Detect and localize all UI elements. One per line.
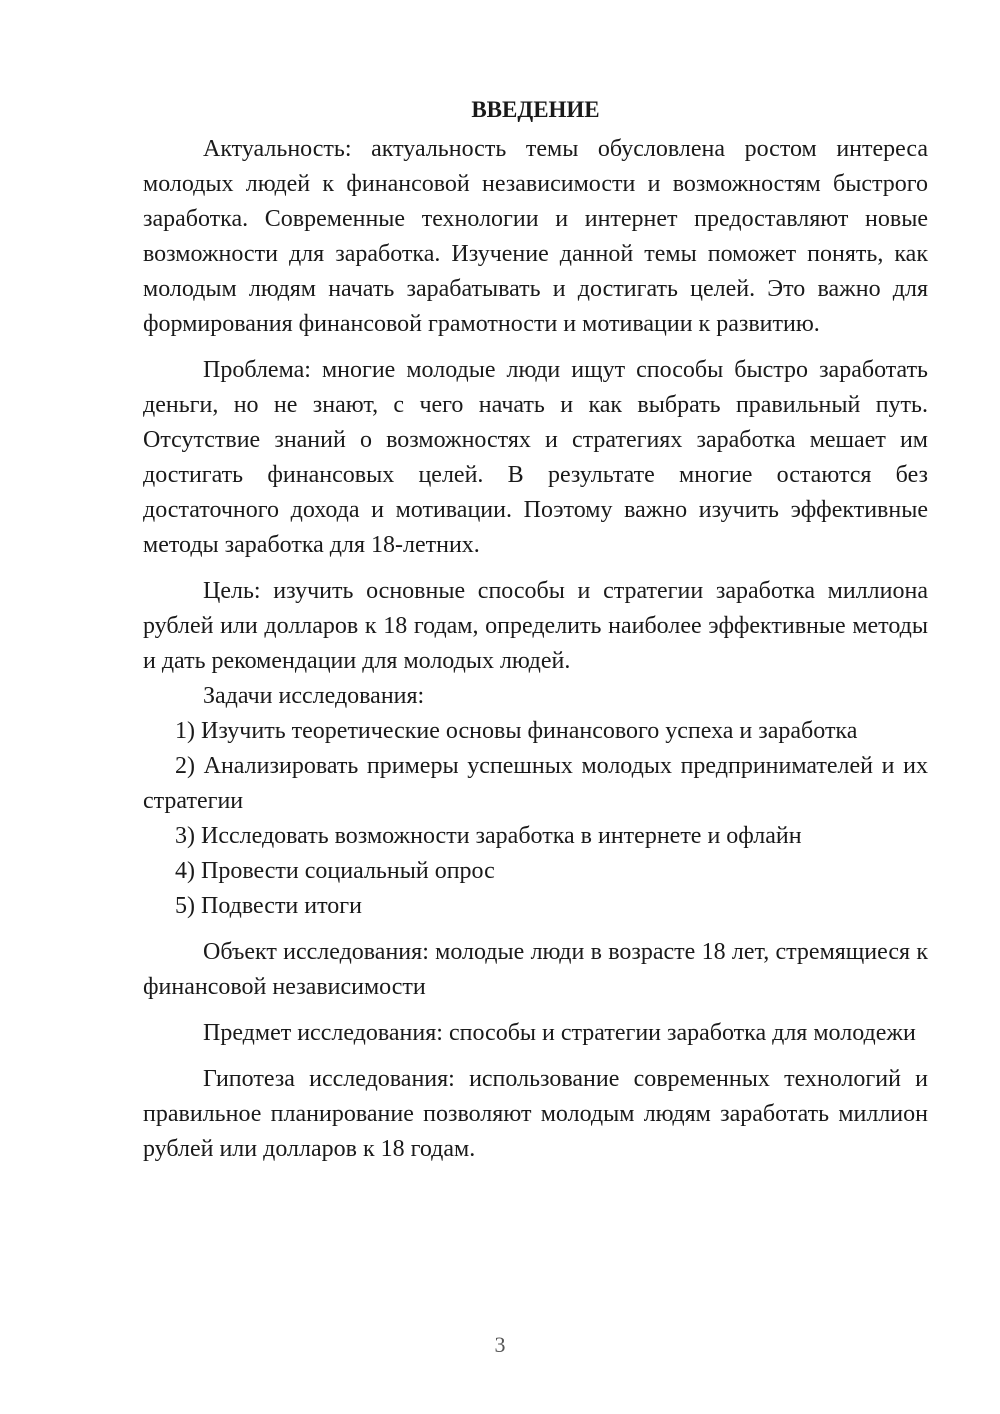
page-number: 3	[494, 1332, 506, 1357]
paragraph-hypothesis: Гипотеза исследования: использование современных технологий и правильное планирование позволяют молодым людям заработать миллион рублей или долларов к 18 годам.	[143, 1066, 928, 1162]
paragraph-goal: Цель: изучить основные способы и стратегии заработка миллиона рублей или долларов к 18 годам, определить наиболее эффективные методы и дать рекомендации для молодых людей.	[143, 578, 928, 674]
paragraph-relevance: Актуальность: актуальность темы обусловлена ростом интереса молодых людей к финансовой независимости и возможностям быстрого заработка. Современные технологии и интернет предоставляют новые возможности для заработка. Изучение данной темы поможет понять, как молодым людям начать зарабатывать и достигать целей. Это важно для формирования финансовой грамотности и мотивации к развитию.	[143, 136, 928, 337]
task-item-2: 2) Анализировать примеры успешных молодых предпринимателей и их стратегии	[143, 753, 928, 814]
document-page	[143, 93, 928, 1167]
task-item-4: 4) Провести социальный опрос	[175, 858, 495, 884]
task-item-3: 3) Исследовать возможности заработка в интернете и офлайн	[175, 823, 802, 849]
page-title: ВВЕДЕНИЕ	[471, 97, 600, 122]
task-item-5: 5) Подвести итоги	[175, 893, 362, 919]
paragraph-problem: Проблема: многие молодые люди ищут способы быстро заработать деньги, но не знают, с чего начать и как выбрать правильный путь. Отсутствие знаний о возможностях и стратегиях заработка мешает им достигать финансовых целей. В результате многие остаются без достаточного дохода и мотивации. Поэтому важно изучить эффективные методы заработка для 18-летних.	[143, 357, 928, 558]
paragraph-subject: Предмет исследования: способы и стратегии заработка для молодежи	[203, 1020, 916, 1046]
tasks-heading: Задачи исследования:	[203, 683, 425, 709]
paragraph-object: Объект исследования: молодые люди в возрасте 18 лет, стремящиеся к финансовой независимости	[143, 939, 928, 1000]
task-item-1: 1) Изучить теоретические основы финансового успеха и заработка	[175, 718, 858, 744]
